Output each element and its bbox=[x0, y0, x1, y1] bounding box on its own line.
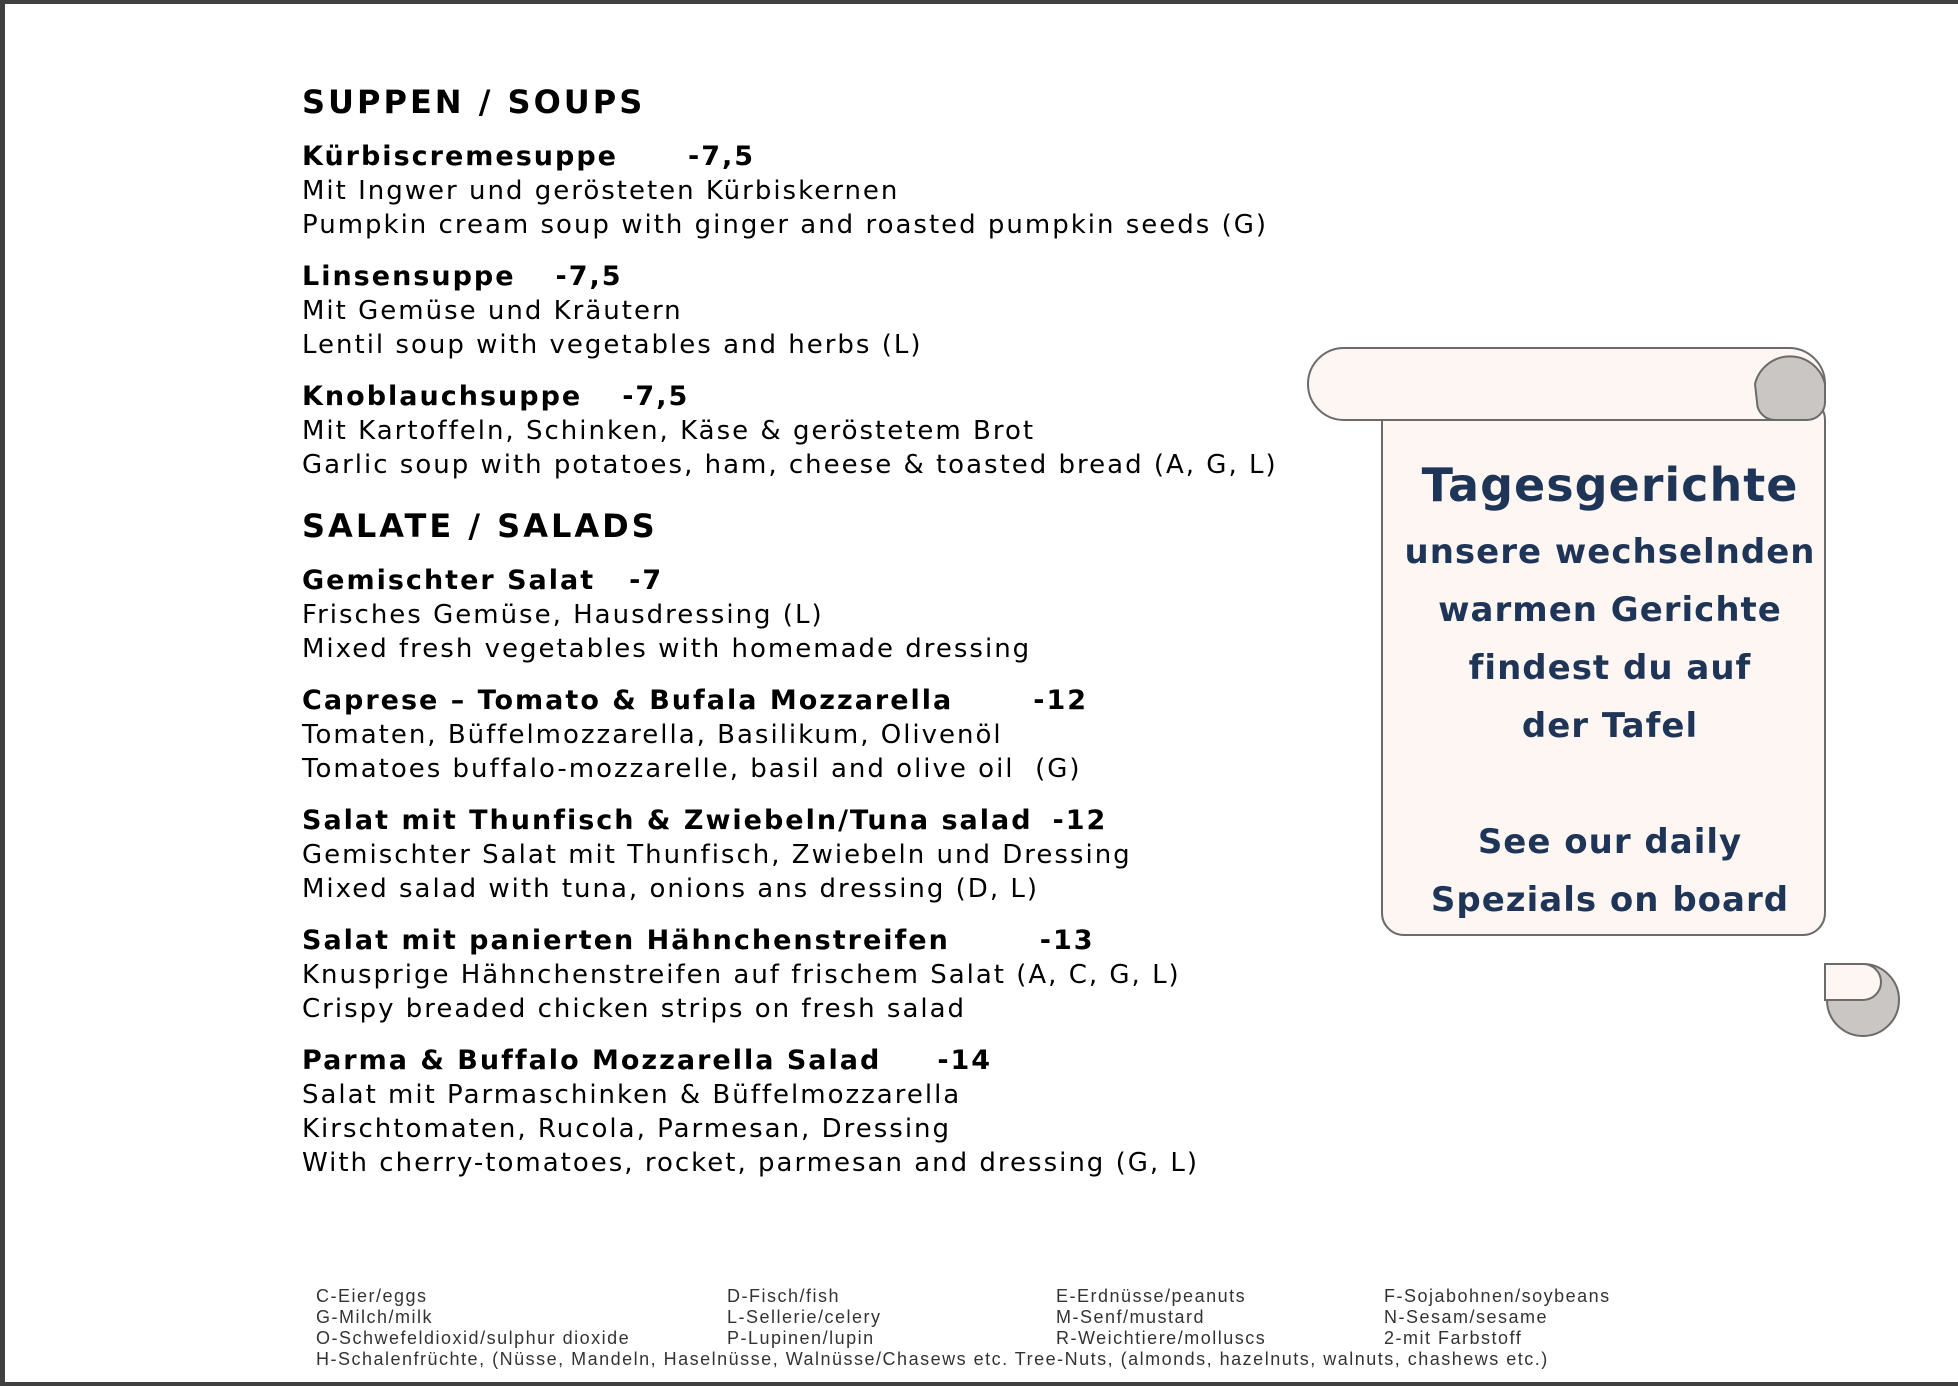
menu-item-header bbox=[302, 804, 1322, 838]
menu-item-header bbox=[302, 684, 1322, 718]
specials-line: unsere wechselnden bbox=[1404, 532, 1816, 572]
menu-item-description: Mixed fresh vegetables with homemade dressing bbox=[302, 634, 1032, 664]
menu-item bbox=[302, 1044, 1322, 1180]
menu-item bbox=[302, 260, 1322, 362]
allergen-entry: F-Sojabohnen/soybeans bbox=[1384, 1286, 1611, 1306]
menu-item-description: Mixed salad with tuna, onions ans dressing (D, L) bbox=[302, 874, 1039, 904]
menu-item-name: Kürbiscremesuppe bbox=[302, 141, 618, 172]
menu-item bbox=[302, 924, 1322, 1026]
allergen-entry: P-Lupinen/lupin bbox=[727, 1328, 875, 1348]
specials-title: Tagesgerichte bbox=[1421, 458, 1799, 512]
allergen-entry: N-Sesam/sesame bbox=[1384, 1307, 1549, 1327]
menu-item bbox=[302, 564, 1322, 666]
menu-item bbox=[302, 380, 1322, 482]
allergen-entry: O-Schwefeldioxid/sulphur dioxide bbox=[316, 1328, 631, 1348]
menu-item-price: -12 bbox=[1052, 805, 1108, 836]
menu-item-name: Linsensuppe bbox=[302, 261, 516, 292]
menu-item-header bbox=[302, 380, 1322, 414]
menu-item-price: -13 bbox=[1039, 925, 1095, 956]
menu-item-description: Tomaten, Büffelmozzarella, Basilikum, Olivenöl bbox=[302, 720, 1003, 750]
menu-item-description: Lentil soup with vegetables and herbs (L) bbox=[302, 330, 923, 360]
specials-line: warmen Gerichte bbox=[1438, 590, 1782, 630]
specials-line: Spezials on board bbox=[1430, 880, 1790, 920]
allergen-row bbox=[316, 1286, 1716, 1307]
menu-item-name: Knoblauchsuppe bbox=[302, 381, 583, 412]
salads-list bbox=[302, 564, 1322, 1180]
specials-en-lines bbox=[1380, 813, 1840, 929]
menu-item-description: Knusprige Hähnchenstreifen auf frischem Salat (A, C, G, L) bbox=[302, 960, 1181, 990]
menu-item-price: -7,5 bbox=[687, 141, 756, 172]
menu-item-header bbox=[302, 564, 1322, 598]
menu-item-header bbox=[302, 140, 1322, 174]
menu-item-price: -7,5 bbox=[622, 381, 690, 412]
specials-line: der Tafel bbox=[1521, 706, 1699, 746]
menu-item-description: Pumpkin cream soup with ginger and roasted pumpkin seeds (G) bbox=[302, 210, 1269, 240]
menu-item-description: Frisches Gemüse, Hausdressing (L) bbox=[302, 600, 824, 630]
allergen-row bbox=[316, 1349, 1716, 1370]
specials-line: findest du auf bbox=[1468, 648, 1752, 688]
menu-item-description: Tomatoes buffalo-mozzarelle, basil and olive oil (G) bbox=[302, 754, 1082, 784]
menu-item-description: Salat mit Parmaschinken & Büffelmozzarella bbox=[302, 1080, 962, 1110]
menu-item-description: Mit Kartoffeln, Schinken, Käse & geröstetem Brot bbox=[302, 416, 1036, 446]
menu-item-price: -12 bbox=[1033, 685, 1089, 716]
menu-item-name: Caprese – Tomato & Bufala Mozzarella bbox=[302, 685, 954, 716]
menu-item-description: Mit Ingwer und gerösteten Kürbiskernen bbox=[302, 176, 900, 206]
allergen-entry: E-Erdnüsse/peanuts bbox=[1056, 1286, 1247, 1306]
page-border-left bbox=[0, 0, 5, 1386]
allergen-entry: L-Sellerie/celery bbox=[727, 1307, 882, 1327]
page-border-top bbox=[0, 0, 1958, 4]
allergen-entry: C-Eier/eggs bbox=[316, 1286, 428, 1306]
specials-line: See our daily bbox=[1477, 822, 1743, 862]
soups-list bbox=[302, 140, 1322, 482]
menu-item-description: Garlic soup with potatoes, ham, cheese & toasted bread (A, G, L) bbox=[302, 450, 1278, 480]
allergen-entry: G-Milch/milk bbox=[316, 1307, 433, 1327]
page-border-bottom bbox=[0, 1382, 1958, 1386]
menu-item-header bbox=[302, 924, 1322, 958]
menu-item-price: -7,5 bbox=[555, 261, 623, 292]
specials-text bbox=[1380, 455, 1840, 929]
allergen-entry: R-Weichtiere/molluscs bbox=[1056, 1328, 1267, 1348]
menu-item-header bbox=[302, 260, 1322, 294]
menu-item-description: With cherry-tomatoes, rocket, parmesan and dressing (G, L) bbox=[302, 1148, 1200, 1178]
menu-item-name: Salat mit panierten Hähnchenstreifen bbox=[302, 925, 950, 956]
menu-item-header bbox=[302, 1044, 1322, 1078]
menu-item bbox=[302, 804, 1322, 906]
menu-item-price: -14 bbox=[937, 1045, 993, 1076]
scroll-bottom-fold bbox=[1825, 964, 1881, 1000]
menu-item bbox=[302, 684, 1322, 786]
allergen-nuts: H-Schalenfrüchte, (Nüsse, Mandeln, Haselnüsse, Walnüsse/Chasews etc. Tree-Nuts, (almonds, hazelnuts, walnuts, chashews etc.) bbox=[316, 1349, 1549, 1369]
allergen-legend bbox=[316, 1286, 1716, 1370]
section-title-soups: SUPPEN / SOUPS bbox=[302, 83, 646, 121]
menu-item-name: Gemischter Salat bbox=[302, 565, 596, 596]
allergen-entry: 2-mit Farbstoff bbox=[1384, 1328, 1523, 1348]
section-title-salads: SALATE / SALADS bbox=[302, 507, 658, 545]
menu-item-description: Mit Gemüse und Kräutern bbox=[302, 296, 683, 326]
menu-item bbox=[302, 140, 1322, 242]
menu-item-name: Parma & Buffalo Mozzarella Salad bbox=[302, 1045, 882, 1076]
specials-de-lines bbox=[1380, 523, 1840, 755]
allergen-row bbox=[316, 1328, 1716, 1349]
menu-content bbox=[302, 82, 1322, 1180]
menu-item-description: Crispy breaded chicken strips on fresh salad bbox=[302, 994, 967, 1024]
scroll-top-curl bbox=[1755, 356, 1825, 420]
menu-item-price: -7 bbox=[629, 565, 664, 596]
allergen-entry: M-Senf/mustard bbox=[1056, 1307, 1206, 1327]
allergen-entry: D-Fisch/fish bbox=[727, 1286, 841, 1306]
scroll-top-roll bbox=[1308, 348, 1825, 420]
menu-item-description: Gemischter Salat mit Thunfisch, Zwiebeln und Dressing bbox=[302, 840, 1132, 870]
allergen-row bbox=[316, 1307, 1716, 1328]
menu-item-description: Kirschtomaten, Rucola, Parmesan, Dressing bbox=[302, 1114, 952, 1144]
menu-item-name: Salat mit Thunfisch & Zwiebeln/Tuna salad bbox=[302, 805, 1033, 836]
